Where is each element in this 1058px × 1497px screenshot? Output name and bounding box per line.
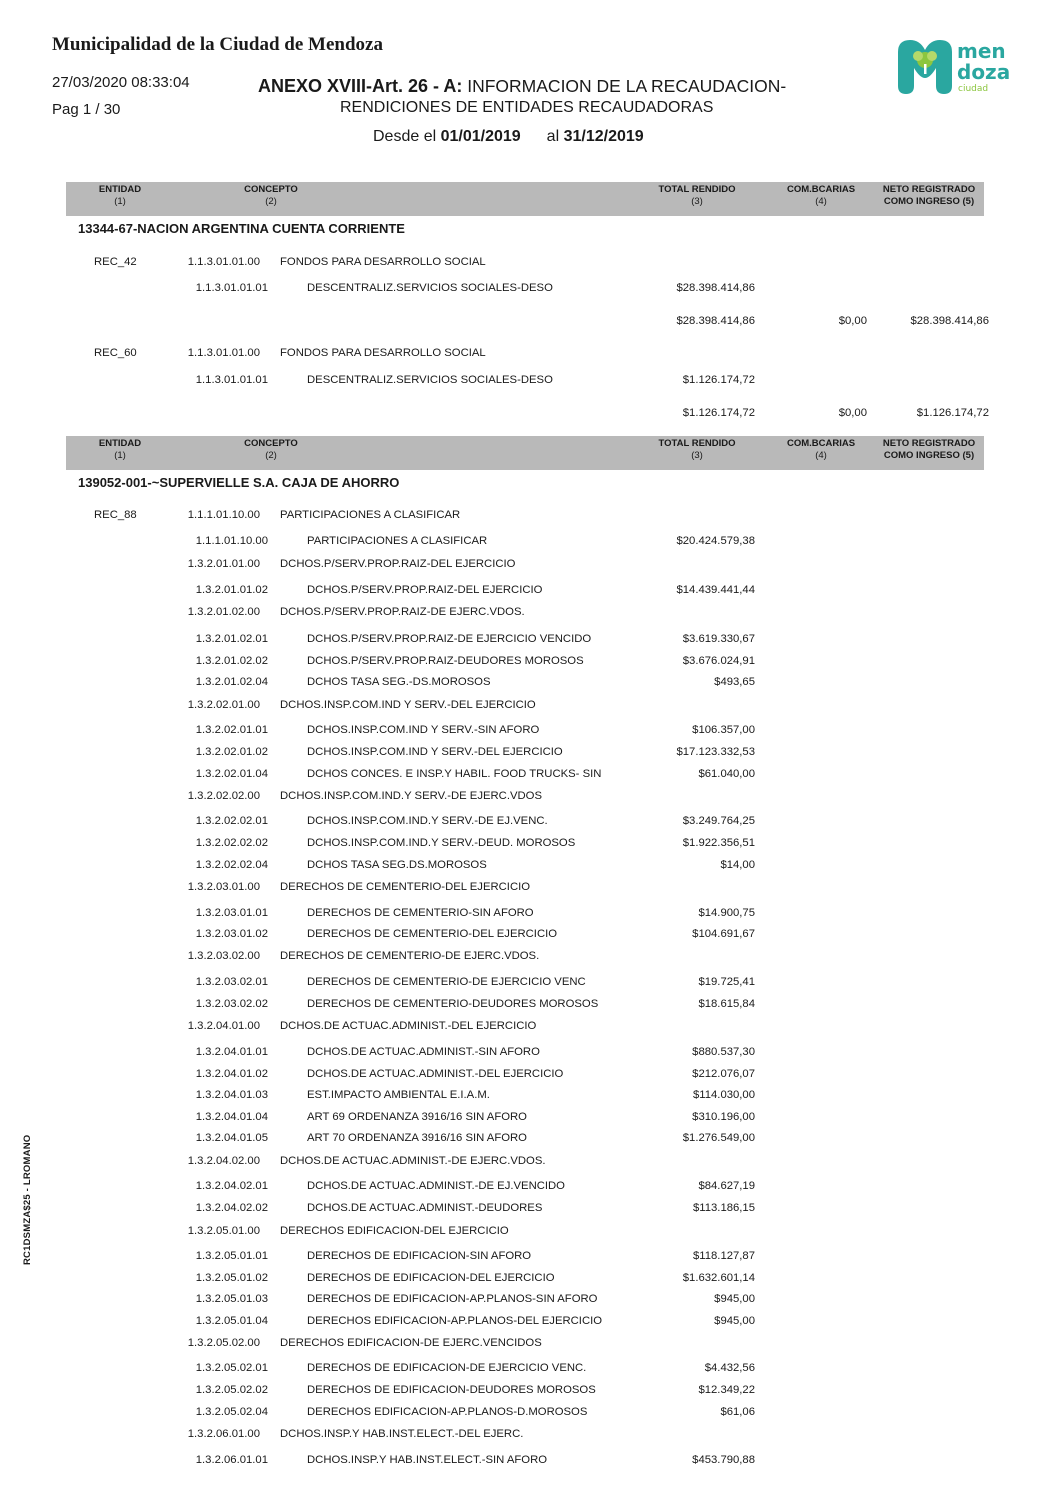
table-row: [0, 998, 1058, 1018]
total-rendido: $19.725,41: [698, 976, 755, 988]
table-row: [0, 1315, 1058, 1335]
total-rendido: $84.627,19: [698, 1180, 755, 1192]
table-row: [0, 1020, 1058, 1040]
concept-description: DCHOS.INSP.Y HAB.INST.ELECT.-DEL EJERC.: [280, 1428, 524, 1440]
table-row: [0, 1225, 1058, 1245]
concept-description: DCHOS.INSP.COM.IND Y SERV.-DEL EJERCICIO: [280, 699, 536, 711]
concept-code: 1.3.2.03.02.00: [187, 950, 260, 962]
com-bcarias: $0,00: [838, 407, 867, 419]
concept-code: 1.3.2.04.01.01: [195, 1046, 268, 1058]
total-rendido: $104.691,67: [692, 928, 755, 940]
date-from: 01/01/2019: [440, 128, 521, 145]
total-rendido: $14.439.441,44: [676, 584, 755, 596]
total-rendido: $14.900,75: [698, 907, 755, 919]
entity-title-2: 139052-001-~SUPERVIELLE S.A. CAJA DE AHORRO: [78, 475, 400, 490]
report-datetime: 27/03/2020 08:33:04: [52, 74, 190, 91]
total-rendido: $3.249.764,25: [682, 815, 755, 827]
concept-code: 1.1.1.01.10.00: [195, 535, 268, 547]
concept-description: EST.IMPACTO AMBIENTAL E.I.A.M.: [307, 1089, 490, 1101]
table-row: [0, 407, 1058, 427]
concept-code: 1.3.2.02.01.02: [195, 746, 268, 758]
concept-description: DERECHOS DE CEMENTERIO-SIN AFORO: [307, 907, 534, 919]
concept-description: DCHOS.DE ACTUAC.ADMINIST.-DE EJ.VENCIDO: [307, 1180, 565, 1192]
concept-code: 1.3.2.04.01.00: [187, 1020, 260, 1032]
total-rendido: $118.127,87: [693, 1250, 755, 1262]
concept-code: 1.1.3.01.01.00: [187, 347, 260, 359]
col-com-bcarias: COM.BCARIAS (4): [786, 184, 856, 207]
logo-text-doza: doza: [957, 60, 1011, 84]
concept-code: 1.1.1.01.10.00: [187, 509, 260, 521]
concept-description: ART 69 ORDENANZA 3916/16 SIN AFORO: [307, 1111, 527, 1123]
concept-description: DERECHOS EDIFICACION-DE EJERC.VENCIDOS: [280, 1337, 542, 1349]
total-rendido: $310.196,00: [692, 1111, 755, 1123]
col-com-bcarias: COM.BCARIAS (4): [786, 438, 856, 461]
concept-description: DERECHOS DE EDIFICACION-AP.PLANOS-SIN AFORO: [307, 1293, 598, 1305]
concept-description: DERECHOS EDIFICACION-AP.PLANOS-DEL EJERCICIO: [307, 1315, 603, 1327]
concept-description: DERECHOS DE CEMENTERIO-DEUDORES MOROSOS: [307, 998, 599, 1010]
col-concepto: CONCEPTO (2): [244, 438, 298, 461]
col-entidad: ENTIDAD (1): [98, 438, 142, 461]
table-row: [0, 1272, 1058, 1292]
table-row: [0, 676, 1058, 696]
total-rendido: $3.676.024,91: [682, 655, 755, 667]
table-row: [0, 1337, 1058, 1357]
concept-description: DCHOS.DE ACTUAC.ADMINIST.-DEL EJERCICIO: [280, 1020, 537, 1032]
report-subtitle: RENDICIONES DE ENTIDADES RECAUDADORAS: [340, 99, 714, 116]
entity-title-1: 13344-67-NACION ARGENTINA CUENTA CORRIENTE: [78, 221, 405, 236]
concept-description: DERECHOS DE EDIFICACION-DE EJERCICIO VENC.: [307, 1362, 587, 1374]
concept-description: DCHOS.INSP.COM.IND Y SERV.-DEL EJERCICIO: [307, 746, 563, 758]
concept-description: DERECHOS DE CEMENTERIO-DE EJERCICIO VENC: [307, 976, 586, 988]
total-rendido: $3.619.330,67: [682, 633, 755, 645]
concept-description: DCHOS.DE ACTUAC.ADMINIST.-DEUDORES: [307, 1202, 543, 1214]
concept-code: 1.3.2.05.02.01: [195, 1362, 268, 1374]
total-rendido: $28.398.414,86: [676, 282, 755, 294]
col-entidad: ENTIDAD (1): [98, 184, 142, 207]
concept-code: 1.3.2.05.02.00: [187, 1337, 260, 1349]
table-row: [0, 724, 1058, 744]
table-row: [0, 1202, 1058, 1222]
table-row: [0, 315, 1058, 335]
total-rendido: $12.349,22: [698, 1384, 755, 1396]
total-rendido: $1.276.549,00: [682, 1132, 755, 1144]
concept-code: 1.3.2.05.01.00: [187, 1225, 260, 1237]
table-row: [0, 282, 1058, 302]
concept-code: 1.1.3.01.01.00: [187, 256, 260, 268]
table-row: [0, 950, 1058, 970]
concept-code: 1.3.2.05.02.04: [195, 1406, 268, 1418]
concept-code: 1.3.2.03.01.00: [187, 881, 260, 893]
concept-description: DERECHOS EDIFICACION-DEL EJERCICIO: [280, 1225, 509, 1237]
concept-code: 1.3.2.01.01.00: [187, 558, 260, 570]
concept-description: DESCENTRALIZ.SERVICIOS SOCIALES-DESO: [307, 374, 553, 386]
concept-code: 1.3.2.04.01.02: [195, 1068, 268, 1080]
concept-code: 1.3.2.04.02.02: [195, 1202, 268, 1214]
neto-registrado: $1.126.174,72: [916, 407, 989, 419]
total-rendido: $14,00: [720, 859, 755, 871]
concept-description: DERECHOS DE EDIFICACION-SIN AFORO: [307, 1250, 532, 1262]
concept-code: 1.3.2.04.02.00: [187, 1155, 260, 1167]
desde-label: Desde el: [373, 128, 441, 145]
concept-description: FONDOS PARA DESARROLLO SOCIAL: [280, 256, 486, 268]
table-row: [0, 1046, 1058, 1066]
total-rendido: $113.186,15: [693, 1202, 755, 1214]
table-row: [0, 584, 1058, 604]
total-rendido: $4.432,56: [704, 1362, 755, 1374]
concept-description: DCHOS CONCES. E INSP.Y HABIL. FOOD TRUCKS- SIN: [307, 768, 602, 780]
column-header-2: [66, 436, 984, 470]
anexo-label: ANEXO XVIII-Art. 26 - A:: [258, 76, 463, 96]
table-row: [0, 535, 1058, 555]
concept-description: DCHOS.P/SERV.PROP.RAIZ-DEUDORES MOROSOS: [307, 655, 584, 667]
table-row: [0, 655, 1058, 675]
total-rendido: $1.922.356,51: [682, 837, 755, 849]
table-row: [0, 1068, 1058, 1088]
table-row: [0, 1428, 1058, 1448]
concept-description: DCHOS TASA SEG.-DS.MOROSOS: [307, 676, 491, 688]
concept-description: DCHOS.DE ACTUAC.ADMINIST.-DEL EJERCICIO: [307, 1068, 564, 1080]
concept-description: DERECHOS DE EDIFICACION-DEUDORES MOROSOS: [307, 1384, 596, 1396]
concept-code: 1.3.2.06.01.00: [187, 1428, 260, 1440]
total-rendido: $17.123.332,53: [676, 746, 755, 758]
concept-code: 1.3.2.01.01.02: [195, 584, 268, 596]
table-row: [0, 837, 1058, 857]
page-number: Pag 1 / 30: [52, 101, 121, 118]
concept-code: 1.3.2.03.01.01: [195, 907, 268, 919]
concept-description: DESCENTRALIZ.SERVICIOS SOCIALES-DESO: [307, 282, 553, 294]
concept-code: 1.3.2.02.01.01: [195, 724, 268, 736]
date-to: 31/12/2019: [563, 128, 644, 145]
total-rendido: $880.537,30: [692, 1046, 755, 1058]
table-row: [0, 1384, 1058, 1404]
concept-description: DCHOS.INSP.COM.IND Y SERV.-SIN AFORO: [307, 724, 540, 736]
table-row: [0, 1362, 1058, 1382]
total-rendido: $106.357,00: [692, 724, 755, 736]
total-rendido: $453.790,88: [692, 1454, 755, 1466]
table-row: [0, 790, 1058, 810]
concept-code: 1.3.2.05.02.02: [195, 1384, 268, 1396]
concept-code: 1.3.2.02.02.01: [195, 815, 268, 827]
total-rendido: $1.126.174,72: [682, 374, 755, 386]
concept-code: 1.3.2.04.01.04: [195, 1111, 268, 1123]
concept-description: DCHOS.INSP.COM.IND.Y SERV.-DE EJ.VENC.: [307, 815, 548, 827]
report-title: [258, 76, 786, 97]
total-rendido: $61.040,00: [698, 768, 755, 780]
table-row: [0, 746, 1058, 766]
mendoza-logo: [894, 34, 1014, 96]
table-row: [0, 699, 1058, 719]
total-rendido: $20.424.579,38: [676, 535, 755, 547]
table-row: [0, 907, 1058, 927]
total-rendido: $61,06: [720, 1406, 755, 1418]
col-total-rendido: TOTAL RENDIDO (3): [658, 184, 736, 207]
table-row: [0, 1132, 1058, 1152]
concept-code: 1.3.2.01.02.02: [195, 655, 268, 667]
concept-code: 1.3.2.06.01.01: [195, 1454, 268, 1466]
table-row: [0, 1250, 1058, 1270]
col-concepto: CONCEPTO (2): [244, 184, 298, 207]
table-row: [0, 1293, 1058, 1313]
concept-code: 1.3.2.04.01.05: [195, 1132, 268, 1144]
concept-description: DCHOS.INSP.COM.IND.Y SERV.-DE EJERC.VDOS: [280, 790, 542, 802]
table-row: [0, 509, 1058, 529]
concept-code: 1.3.2.03.01.02: [195, 928, 268, 940]
table-row: [0, 1089, 1058, 1109]
logo-text-ciudad: ciudad: [958, 84, 989, 94]
concept-code: 1.3.2.01.02.01: [195, 633, 268, 645]
total-rendido: $212.076,07: [692, 1068, 755, 1080]
table-row: [0, 606, 1058, 626]
table-row: [0, 1111, 1058, 1131]
concept-description: DCHOS.DE ACTUAC.ADMINIST.-DE EJERC.VDOS.: [280, 1155, 546, 1167]
concept-code: 1.3.2.05.01.01: [195, 1250, 268, 1262]
side-user-label: RC1DSMZA$25 - LROMANO: [22, 1134, 33, 1265]
concept-description: DERECHOS DE CEMENTERIO-DEL EJERCICIO: [280, 881, 531, 893]
table-row: [0, 815, 1058, 835]
table-row: [0, 859, 1058, 879]
com-bcarias: $0,00: [838, 315, 867, 327]
table-row: [0, 881, 1058, 901]
concept-description: PARTICIPACIONES A CLASIFICAR: [280, 509, 461, 521]
al-label: al: [546, 128, 564, 145]
total-rendido: $114.030,00: [693, 1089, 755, 1101]
date-range: [373, 128, 644, 146]
concept-code: 1.3.2.02.01.00: [187, 699, 260, 711]
total-rendido: $1.632.601,14: [682, 1272, 755, 1284]
concept-code: 1.3.2.04.01.03: [195, 1089, 268, 1101]
table-row: [0, 558, 1058, 578]
concept-code: 1.3.2.05.01.02: [195, 1272, 268, 1284]
logo-text-men: men: [957, 39, 1006, 63]
total-rendido: $945,00: [714, 1293, 755, 1305]
total-rendido: $18.615,84: [698, 998, 755, 1010]
col-total-rendido: TOTAL RENDIDO (3): [658, 438, 736, 461]
concept-code: 1.1.3.01.01.01: [195, 282, 268, 294]
concept-code: 1.3.2.02.02.02: [195, 837, 268, 849]
concept-description: PARTICIPACIONES A CLASIFICAR: [307, 535, 488, 547]
table-row: [0, 768, 1058, 788]
concept-description: FONDOS PARA DESARROLLO SOCIAL: [280, 347, 486, 359]
municipality-title: Municipalidad de la Ciudad de Mendoza: [52, 34, 383, 55]
concept-code: 1.3.2.01.02.00: [187, 606, 260, 618]
concept-code: 1.3.2.03.02.01: [195, 976, 268, 988]
concept-description: DCHOS.INSP.Y HAB.INST.ELECT.-SIN AFORO: [307, 1454, 548, 1466]
entity-code: REC_88: [94, 509, 137, 521]
concept-description: DERECHOS EDIFICACION-AP.PLANOS-D.MOROSOS: [307, 1406, 588, 1418]
col-neto-registrado: NETO REGISTRADO COMO INGRESO (5): [882, 184, 976, 207]
total-rendido: $493,65: [714, 676, 755, 688]
concept-description: ART 70 ORDENANZA 3916/16 SIN AFORO: [307, 1132, 527, 1144]
column-header-1: [66, 182, 984, 216]
concept-description: DCHOS.P/SERV.PROP.RAIZ-DEL EJERCICIO: [280, 558, 516, 570]
neto-registrado: $28.398.414,86: [910, 315, 989, 327]
concept-code: 1.1.3.01.01.01: [195, 374, 268, 386]
anexo-text: INFORMACION DE LA RECAUDACION-: [462, 76, 787, 96]
table-row: [0, 1180, 1058, 1200]
concept-description: DCHOS.P/SERV.PROP.RAIZ-DE EJERC.VDOS.: [280, 606, 525, 618]
total-rendido: $945,00: [714, 1315, 755, 1327]
concept-code: 1.3.2.02.02.00: [187, 790, 260, 802]
concept-code: 1.3.2.03.02.02: [195, 998, 268, 1010]
entity-code: REC_60: [94, 347, 137, 359]
total-rendido: $1.126.174,72: [682, 407, 755, 419]
entity-code: REC_42: [94, 256, 137, 268]
concept-code: 1.3.2.01.02.04: [195, 676, 268, 688]
table-row: [0, 633, 1058, 653]
table-row: [0, 347, 1058, 367]
concept-description: DERECHOS DE EDIFICACION-DEL EJERCICIO: [307, 1272, 555, 1284]
concept-description: DERECHOS DE CEMENTERIO-DEL EJERCICIO: [307, 928, 558, 940]
table-row: [0, 256, 1058, 276]
table-row: [0, 928, 1058, 948]
total-rendido: $28.398.414,86: [676, 315, 755, 327]
concept-description: DCHOS.INSP.COM.IND.Y SERV.-DEUD. MOROSOS: [307, 837, 576, 849]
concept-code: 1.3.2.04.02.01: [195, 1180, 268, 1192]
concept-description: DERECHOS DE CEMENTERIO-DE EJERC.VDOS.: [280, 950, 540, 962]
concept-description: DCHOS TASA SEG.DS.MOROSOS: [307, 859, 487, 871]
concept-code: 1.3.2.05.01.04: [195, 1315, 268, 1327]
concept-description: DCHOS.P/SERV.PROP.RAIZ-DE EJERCICIO VENCIDO: [307, 633, 592, 645]
table-row: [0, 976, 1058, 996]
concept-description: DCHOS.DE ACTUAC.ADMINIST.-SIN AFORO: [307, 1046, 540, 1058]
col-neto-registrado: NETO REGISTRADO COMO INGRESO (5): [882, 438, 976, 461]
concept-code: 1.3.2.02.02.04: [195, 859, 268, 871]
table-row: [0, 1454, 1058, 1474]
concept-code: 1.3.2.05.01.03: [195, 1293, 268, 1305]
table-row: [0, 1406, 1058, 1426]
table-row: [0, 1155, 1058, 1175]
table-row: [0, 374, 1058, 394]
concept-code: 1.3.2.02.01.04: [195, 768, 268, 780]
concept-description: DCHOS.P/SERV.PROP.RAIZ-DEL EJERCICIO: [307, 584, 543, 596]
